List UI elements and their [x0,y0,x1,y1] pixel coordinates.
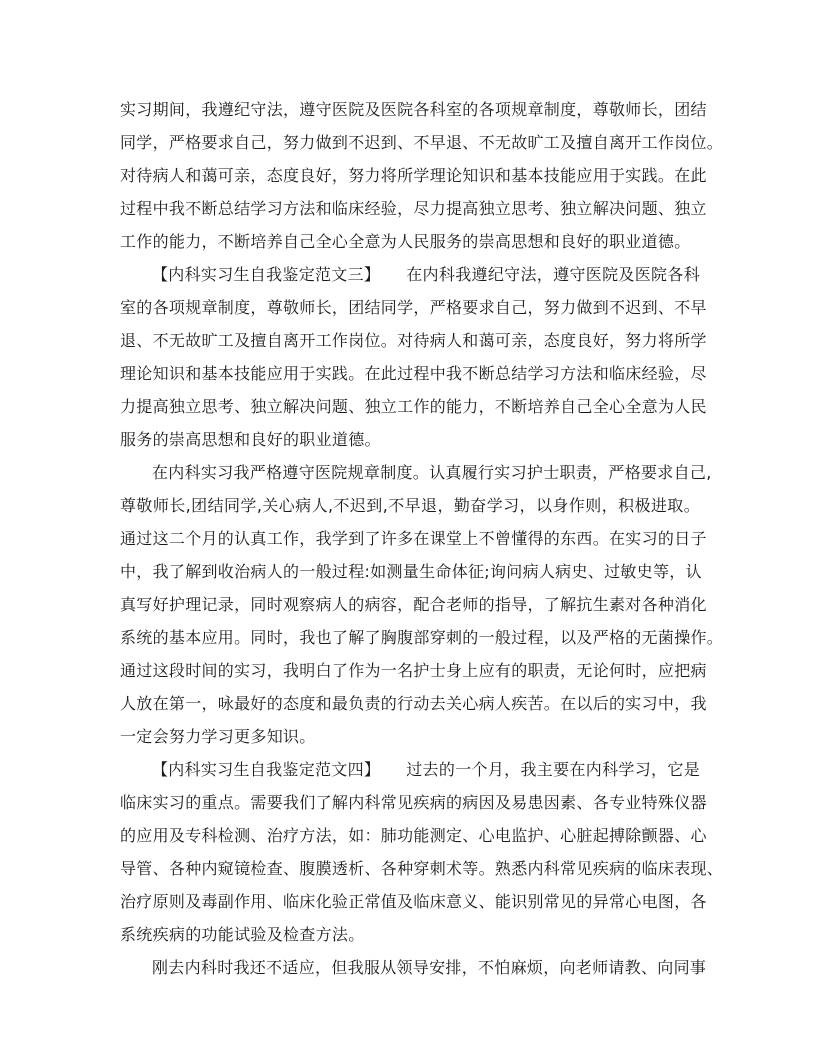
text-line: 尊敬师长,团结同学,关心病人,不迟到,不早退，勤奋学习，以身作则，积极进取。 [120,496,700,515]
text-line: 系统疾病的功能试验及检查方法。 [120,925,365,944]
text-line: 在内科实习我严格遵守医院规章制度。认真履行实习护士职责，严格要求自己, [152,463,712,482]
text-line: 导管、各种内窥镜检查、腹膜透析、各种穿刺术等。熟悉内科常见疾病的临床表现、 [120,859,724,878]
text-line-with-heading [152,755,700,785]
text-line: 过程中我不断总结学习方法和临床经验，尽力提高独立思考、独立解决问题、独立 [120,199,707,218]
text-line: 系统的基本应用。同时，我也了解了胸腹部穿刺的一般过程，以及严格的无菌操作。 [120,628,724,647]
text-line: 室的各项规章制度，尊敬师长，团结同学，严格要求自己，努力做到不迟到、不早 [120,298,707,317]
text-line: 理论知识和基本技能应用于实践。在此过程中我不断总结学习方法和临床经验，尽 [120,364,707,383]
text-run: 过去的一个月，我主要在内科学习，它是 [406,760,700,779]
text-line: 真写好护理记录，同时观察病人的病容，配合老师的指导，了解抗生素对各种消化 [120,595,707,614]
text-line: 实习期间，我遵纪守法，遵守医院及医院各科室的各项规章制度，尊敬师长，团结 [120,100,707,119]
text-line: 同学，严格要求自己，努力做到不迟到、不早退、不无故旷工及擅自离开工作岗位。 [120,133,724,152]
text-line: 一定会努力学习更多知识。 [120,727,316,746]
text-line: 通过这段时间的实习，我明白了作为一名护士身上应有的职责，无论何时，应把病 [120,661,707,680]
text-line: 通过这二个月的认真工作，我学到了许多在课堂上不曾懂得的东西。在实习的日子 [120,529,707,548]
section-heading-sample-4: 【内科实习生自我鉴定范文四】 [152,760,381,779]
text-line: 治疗原则及毒副作用、临床化验正常值及临床意义、能识别常见的异常心电图，各 [120,892,707,911]
text-line: 临床实习的重点。需要我们了解内科常见疾病的病因及易患因素、各专业特殊仪器 [120,793,707,812]
text-line: 人放在第一，咏最好的态度和最负责的行动去关心病人疾苦。在以后的实习中，我 [120,694,707,713]
text-line: 刚去内科时我还不适应，但我服从领导安排，不怕麻烦，向老师请教、向同事 [152,958,707,977]
text-line: 退、不无故旷工及擅自离开工作岗位。对待病人和蔼可亲，态度良好，努力将所学 [120,331,707,350]
section-heading-sample-3: 【内科实习生自我鉴定范文三】 [152,265,381,284]
text-line: 力提高独立思考、独立解决问题、独立工作的能力，不断培养自己全心全意为人民 [120,397,707,416]
text-line-with-heading [152,260,700,290]
text-run: 在内科我遵纪守法，遵守医院及医院各科 [406,265,700,284]
text-line: 工作的能力，不断培养自己全心全意为人民服务的崇高思想和良好的职业道德。 [120,232,691,251]
text-line: 中，我了解到收治病人的一般过程:如测量生命体征;询问病人病史、过敏史等，认 [120,562,702,581]
text-line: 的应用及专科检测、治疗方法，如：肺功能测定、心电监护、心脏起搏除颤器、心 [120,826,707,845]
text-line: 对待病人和蔼可亲，态度良好，努力将所学理论知识和基本技能应用于实践。在此 [120,166,707,185]
text-line: 服务的崇高思想和良好的职业道德。 [120,430,381,449]
